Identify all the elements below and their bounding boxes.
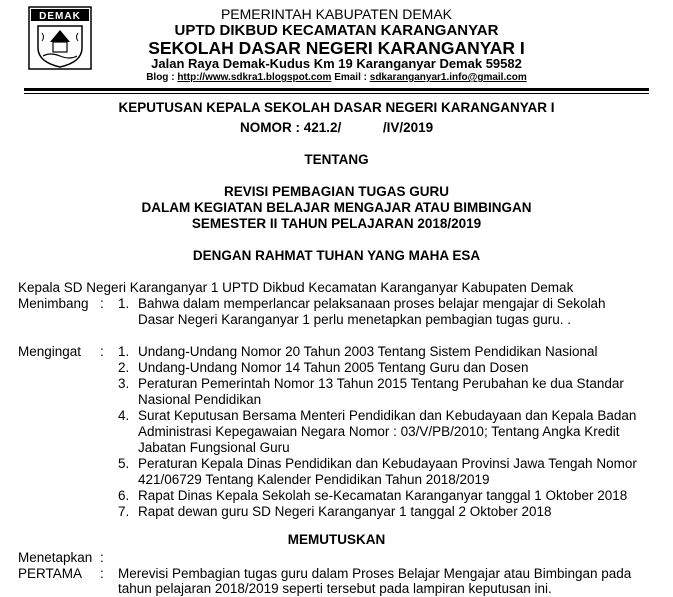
rahmat-heading: DENGAN RAHMAT TUHAN YANG MAHA ESA (192, 248, 481, 263)
blog-link[interactable]: http://www.sdkra1.blogspot.com (177, 72, 332, 83)
mengingat-item-text: Jabatan Fungsional Guru (138, 440, 290, 455)
mengingat-item-text: Peraturan Kepala Dinas Pendidikan dan Kebudayaan Provinsi Jawa Tengah Nomor (138, 456, 637, 471)
letterhead-divider-thick (24, 88, 649, 91)
letterhead-contact (0, 72, 673, 83)
menimbang-label: Menimbang (18, 296, 89, 311)
letterhead-line2: UPTD DIKBUD KECAMATAN KARANGANYAR (174, 22, 499, 39)
subject-line3: SEMESTER II TAHUN PELAJARAN 2018/2019 (191, 216, 482, 231)
mengingat-item-num: 3. (118, 376, 130, 391)
menetapkan-colon: : (100, 550, 104, 565)
menetapkan-label: Menetapkan (18, 550, 93, 565)
letterhead-address: Jalan Raya Demak-Kudus Km 19 Karanganyar Demak 59582 (151, 56, 522, 71)
blog-label: Blog : (146, 72, 175, 83)
mengingat-item-num: 7. (118, 504, 130, 519)
letterhead-divider-thin (24, 93, 649, 94)
mengingat-item-text: Rapat Dinas Kepala Sekolah se-Kecamatan Karanganyar tanggal 1 Oktober 2018 (138, 488, 628, 503)
mengingat-item-num: 6. (118, 488, 130, 503)
mengingat-item-num: 4. (118, 408, 130, 423)
email-link[interactable]: sdkaranganyar1.info@gmail.com (369, 72, 527, 83)
mengingat-colon: : (100, 344, 104, 359)
mengingat-item-num: 2. (118, 360, 130, 375)
subject-line2: DALAM KEGIATAN BELAJAR MENGAJAR ATAU BIMBINGAN (141, 200, 532, 215)
menimbang-item-line2: Dasar Negeri Karanganyar 1 perlu menetapkan pembagian tugas guru. . (138, 312, 572, 327)
mengingat-item-text: Administrasi Kepegawaian Negara Nomor : 03/V/PB/2010; Tentang Angka Kredit (138, 424, 620, 439)
pertama-text-line1: Merevisi Pembagian tugas guru dalam Proses Belajar Mengajar atau Bimbingan pada (118, 566, 632, 581)
nomor-suffix: /IV/2019 (382, 120, 434, 135)
mengingat-item-text: Rapat dewan guru SD Negeri Karanganyar 1 tanggal 2 Oktober 2018 (138, 504, 552, 519)
letterhead-line1: PEMERINTAH KABUPATEN DEMAK (220, 6, 453, 22)
mengingat-item-text: Surat Keputusan Bersama Menteri Pendidikan dan Kebudayaan dan Kepala Badan (138, 408, 637, 423)
decree-title: KEPUTUSAN KEPALA SEKOLAH DASAR NEGERI KARANGANYAR I (118, 100, 555, 115)
letterhead-school-name: SEKOLAH DASAR NEGERI KARANGANYAR I (148, 38, 525, 58)
mengingat-item-text: 421/06729 Tentang Kalender Pendidikan Tahun 2018/2019 (138, 472, 490, 487)
nomor-prefix: 421.2/ (303, 120, 342, 135)
nomor-label: NOMOR : (240, 120, 300, 135)
mengingat-item-text: Undang-Undang Nomor 14 Tahun 2005 Tentang Guru dan Dosen (138, 360, 529, 375)
intro-text: Kepala SD Negeri Karanganyar 1 UPTD Dikbud Kecamatan Karanganyar Kabupaten Demak (18, 280, 574, 295)
menimbang-item-num: 1. (118, 296, 130, 311)
menimbang-colon: : (100, 296, 104, 311)
pertama-label: PERTAMA (18, 566, 83, 581)
mengingat-item-num: 1. (118, 344, 130, 359)
mengingat-item-text: Peraturan Pemerintah Nomor 13 Tahun 2015 Tentang Perubahan ke dua Standar (138, 376, 624, 391)
memutuskan-heading: MEMUTUSKAN (287, 532, 386, 547)
pertama-text-line2: tahun pelajaran 2018/2019 seperti tersebut pada lampiran keputusan ini. (118, 581, 552, 596)
decree-number (240, 120, 433, 135)
mengingat-item-text: Undang-Undang Nomor 20 Tahun 2003 Tentang Sistem Pendidikan Nasional (138, 344, 598, 359)
menimbang-item-line1: Bahwa dalam memperlancar pelaksanaan proses belajar mengajar di Sekolah (138, 296, 606, 311)
mengingat-item-text: Nasional Pendidikan (138, 392, 262, 407)
email-label: Email : (334, 72, 367, 83)
pertama-colon: : (100, 566, 104, 581)
subject-line1: REVISI PEMBAGIAN TUGAS GURU (223, 184, 450, 199)
mengingat-item-num: 5. (118, 456, 130, 471)
mengingat-label: Mengingat (18, 344, 82, 359)
logo-label: DEMAK (39, 11, 81, 22)
tentang-heading: TENTANG (304, 152, 369, 167)
